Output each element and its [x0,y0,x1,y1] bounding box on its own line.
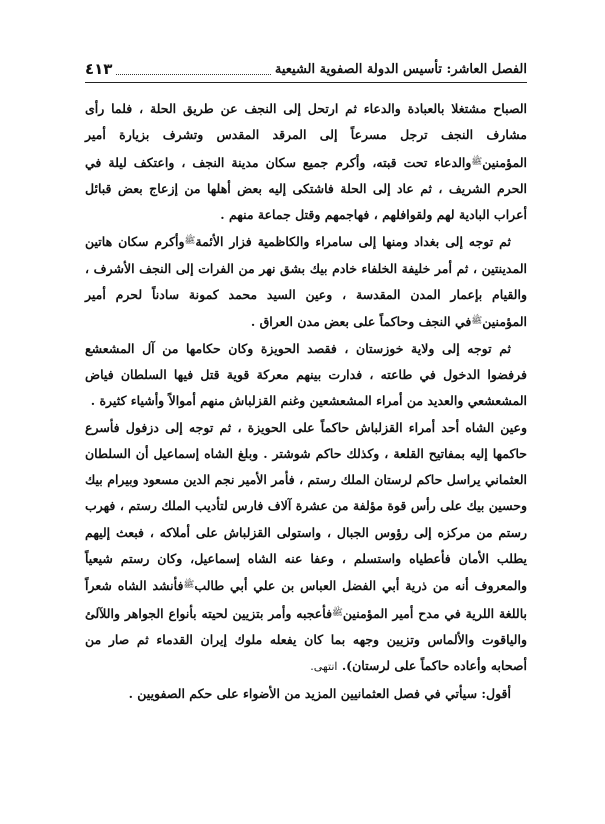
paragraph-1 [85,96,527,228]
paragraph-5: أقول: سيأتي في فصل العثمانيين المزيد من الأضواء على حكم الصفويين . [128,685,511,701]
paragraph-1-part-a: الصباح مشتغلا بالعبادة والدعاء ثم ارتحل إلى النجف عن طريق الحلة ، فلما رأى مشارف النجف ترجل مسرعاً إلى المرقد المقدس وتشرف بزيارة أمير المؤمنين [85,101,527,170]
salawat-icon: ﷺ [471,316,483,327]
page-number: ٤١٣ [85,60,113,78]
paragraph-4-part-c: فأعجبه وأمر بتزيين لحيته بأنواع الجواهر واللآلئ والياقوت والألماس وتزيين وجهه بما كان يفعله ملوك إيران القدماء ثم صار من أصحابه وأعاده حاكماً على لرستان). [85,605,527,674]
salawat-icon: ﷺ [184,236,196,247]
paragraph-4-part-a: وعين الشاه أحد أمراء القزلباش حاكماً على الحويزة ، ثم توجه إلى دزفول فأسرع حاكمها إليه بمفاتيح القلعة ، وكذلك حاكم شوشتر . وبلغ الشاه إسماعيل أن السلطان العثماني يراسل حاكم لرستان الملك رستم ، فأمر الأمير نجم الدين مسعود وبيرام بيك وحسين بيك على رأس قوة مؤلفة من عشرة آلاف فارس لتأديب الملك رستم ، فهرب رستم من مركزه إلى رؤوس الجبال ، واستولى القزلباش على أملاكه ، فبعث إليهم يطلب الأمان فأعطياه واستسلم ، وعفا عنه الشاه إسماعيل، وكان رستم شيعياً والمعروف أنه من ذرية أبي الفضل العباس بن علي أبي طالب [85,419,528,594]
paragraph-4 [85,415,527,681]
salawat-icon: ﷺ [471,156,483,167]
paragraph-2 [85,228,527,335]
salawat-icon: ﷺ [332,607,343,618]
header-rule [85,82,527,83]
paragraph-1-part-b: والدعاء تحت قبته، وأكرم جميع سكان مدينة النجف ، واعتكف ليلة في الحرم الشريف ، ثم عاد إلى الحلة فاشتكى إليه بعض أهلها من إزعاج بعض قبائل أعراب البادية لهم ولقوافلهم ، فهاجمهم وقتل جماعة منهم . [85,154,527,223]
running-header [85,56,527,82]
chapter-title: الفصل العاشر: تأسيس الدولة الصفوية الشيعية [274,61,527,77]
paragraph-2-part-b: وأكرم سكان هاتين المدينتين ، ثم أمر خليفة الخلفاء خادم بيك بشق نهر من الفرات إلى النجف الأشرف ، والقيام بإعمار المدن المقدسة ، وعين السيد محمد كمونة سادناً لحرم أمير المؤمنين [85,234,527,330]
salawat-icon: ﷺ [183,580,195,591]
paragraph-3: ثم توجه إلى ولاية خوزستان ، فقصد الحويزة وكان حكامها من آل المشعشع فرفضوا الدخول في طاعته ، فدارت بينهم معركة قوية قتل فيها السلطان فياض المشعشعي والعديد من أمراء المشعشعين وغنم القزلباش منهم أموالاً وأشياء كثيرة . [85,340,527,409]
intaha-note: انتهى. [310,660,338,674]
body-text [85,96,527,707]
paragraph-4-part-b: فأنشد الشاه شعراً باللغة اللرية في مدح أمير المؤمنين [85,578,527,621]
paragraph-2-part-c: في النجف وحاكماً على بعض مدن العراق . [250,314,472,330]
header-dot-leader [116,64,270,75]
paragraph-2-part-a: ثم توجه إلى بغداد ومنها إلى سامراء والكاظمية فزار الأئمة [195,234,511,250]
